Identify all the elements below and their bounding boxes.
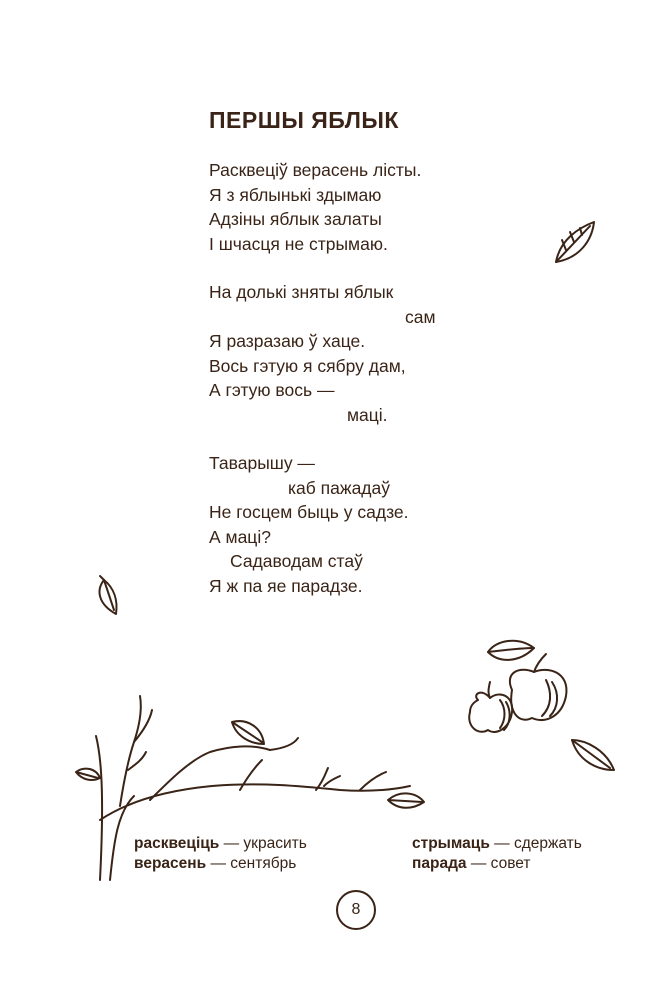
poem-line: Я з яблынькi здымаю xyxy=(209,184,382,205)
glossary-word: парада xyxy=(412,855,467,872)
poem-line: Я разразаю ў хаце. xyxy=(209,331,366,351)
poem-body xyxy=(209,158,469,598)
page-number: 8 xyxy=(336,890,376,930)
glossary-definition: — украсить xyxy=(219,835,307,852)
poem-line: А мацi? xyxy=(209,526,271,547)
poem-line: На долькi зняты яблык xyxy=(209,282,394,302)
glossary-word: расквецiць xyxy=(134,835,220,852)
poem-line: Расквецiў верасень лiсты. xyxy=(209,160,422,180)
poem-line: Адзiны яблык залаты xyxy=(209,209,382,229)
glossary-definition: — совет xyxy=(466,855,531,872)
leaf-icon xyxy=(556,222,594,262)
glossary-entry xyxy=(134,834,307,854)
leaf-icon xyxy=(100,576,117,614)
poem-line: мацi. xyxy=(347,404,388,425)
poem-line: А гэтую вось — xyxy=(209,380,335,400)
poem-line: Вось гэтую я сябру дам, xyxy=(209,355,406,376)
poem-line: I шчасця не стрымаю. xyxy=(209,233,388,254)
glossary-entry xyxy=(412,834,582,854)
glossary-entry xyxy=(412,854,582,874)
apples-illustration xyxy=(469,641,566,732)
glossary-definition: — сентябрь xyxy=(206,855,297,872)
poem-line: Садаводам стаў xyxy=(230,551,363,571)
glossary-definition: — сдержать xyxy=(489,835,582,852)
poem-title: ПЕРШЫ ЯБЛЫК xyxy=(209,107,399,133)
poem-line: Таварышу — xyxy=(209,453,315,473)
poem-line: каб пажадаў xyxy=(288,477,391,498)
poem-line: Я ж па яе парадзе. xyxy=(209,575,363,596)
poem-line: сам xyxy=(405,306,436,327)
stanza-break xyxy=(209,256,469,280)
glossary-word: верасень xyxy=(134,855,207,872)
glossary-right xyxy=(412,834,582,874)
glossary-left xyxy=(134,834,307,874)
glossary-word: стрымаць xyxy=(412,835,490,852)
poem-line: Не госцем быць у садзе. xyxy=(209,502,409,522)
stanza-break xyxy=(209,427,469,451)
glossary-entry xyxy=(134,854,307,874)
leaf-icon xyxy=(572,740,614,770)
